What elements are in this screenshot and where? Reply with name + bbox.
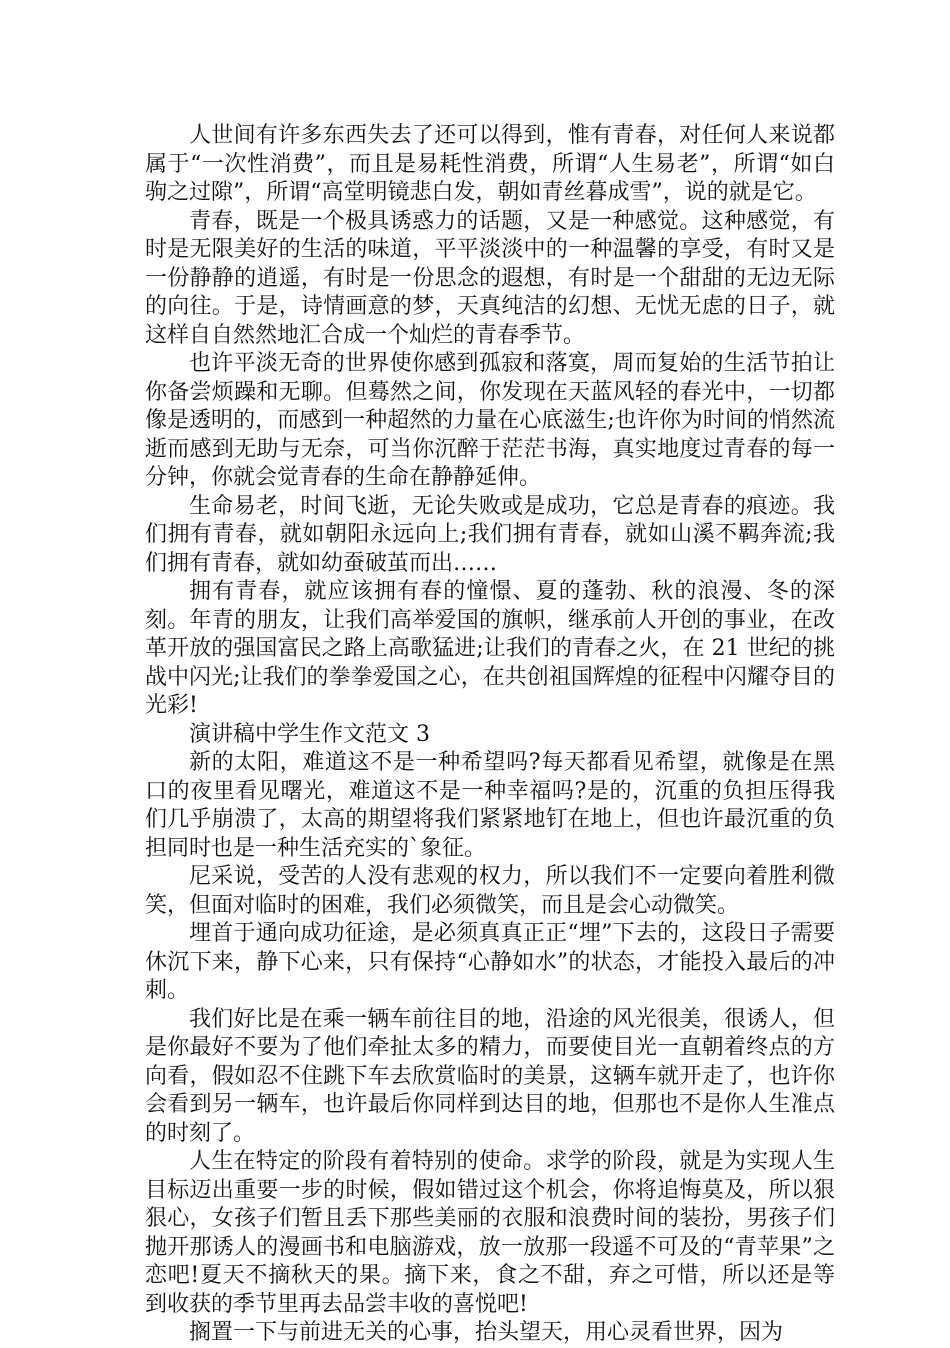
section-heading: 演讲稿中学生作文范文 3 [189,721,430,747]
document-page [145,122,835,1348]
paragraph-2: 青春，既是一个极具诱惑力的话题，又是一种感觉。这种感觉，有时是无限美好的生活的味道，平平淡淡中的一种温馨的享受，有时又是一份静静的逍遥，有时是一份思念的遐想，有时是一个甜甜的无边无际的向往。于是，诗情画意的梦，天真纯洁的幻想、无忧无虑的日子，就这样自自然然地汇合成一个灿烂的青春季节。 [145,208,835,348]
paragraph-7: 尼采说，受苦的人没有悲观的权力，所以我们不一定要向着胜利微笑，但面对临时的困难，我们必须微笑，而且是会心动微笑。 [145,864,835,918]
paragraph-5: 拥有青春，就应该拥有春的憧憬、夏的蓬勃、秋的浪漫、冬的深刻。年青的朋友，让我们高举爱国的旗帜，继承前人开创的事业，在改革开放的强国富民之路上高歌猛进;让我们的青春之火，在 21 世纪的挑战中闪光;让我们的拳拳爱国之心，在共创祖国辉煌的征程中闪耀夺目的光彩! [145,579,835,718]
paragraph-3: 也许平淡无奇的世界使你感到孤寂和落寞，周而复始的生活节拍让你备尝烦躁和无聊。但蓦然之间，你发现在天蓝风轻的春光中，一切都像是透明的，而感到一种超然的力量在心底滋生;也许你为时间的悄然流逝而感到无助与无奈，可当你沉醉于茫茫书海，真实地度过青春的每一分钟，你就会觉青春的生命在静静延伸。 [145,351,835,490]
paragraph-4: 生命易老，时间飞逝，无论失败或是成功，它总是青春的痕迹。我们拥有青春，就如朝阳永远向上;我们拥有青春，就如山溪不羁奔流;我们拥有青春，就如幼蚕破茧而出…… [145,493,835,576]
paragraph-1: 人世间有许多东西失去了还可以得到，惟有青春，对任何人来说都属于“一次性消费”，而且是易耗性消费，所谓“人生易老”，所谓“如白驹之过隙”，所谓“高堂明镜悲白发，朝如青丝暮成雪”，说的就是它。 [145,123,835,205]
paragraph-6: 新的太阳，难道这不是一种希望吗?每天都看见希望，就像是在黑口的夜里看见曙光，难道这不是一种幸福吗?是的，沉重的负担压得我们几乎崩溃了，太高的期望将我们紧紧地钉在地上，但也许最沉重的负担同时也是一种生活充实的`象征。 [145,750,835,861]
paragraph-10: 人生在特定的阶段有着特别的使命。求学的阶段，就是为实现人生目标迈出重要一步的时候，假如错过这个机会，你将追悔莫及，所以狠狠心，女孩子们暂且丢下那些美丽的衣服和浪费时间的装扮，男孩子们抛开那诱人的漫画书和电脑游戏，放一放那一段遥不可及的“青苹果”之恋吧!夏天不摘秋天的果。摘下来，食之不甜，弃之可惜，所以还是等到收获的季节里再去品尝丰收的喜悦吧! [145,1149,835,1317]
paragraph-9: 我们好比是在乘一辆车前往目的地，沿途的风光很美，很诱人，但是你最好不要为了他们牵扯太多的精力，而要使目光一直朝着终点的方向看，假如忍不住跳下车去欣赏临时的美景，这辆车就开走了，也许你会看到另一辆车，也许最后你同样到达目的地，但那也不是你人生准点的时刻了。 [145,1006,835,1146]
paragraph-8: 埋首于通向成功征途，是必须真真正正“埋”下去的，这段日子需要休沉下来，静下心来，只有保持“心静如水”的状态，才能投入最后的冲刺。 [145,921,835,1003]
paragraph-11: 搁置一下与前进无关的心事，抬头望天，用心灵看世界，因为 [189,1320,784,1345]
